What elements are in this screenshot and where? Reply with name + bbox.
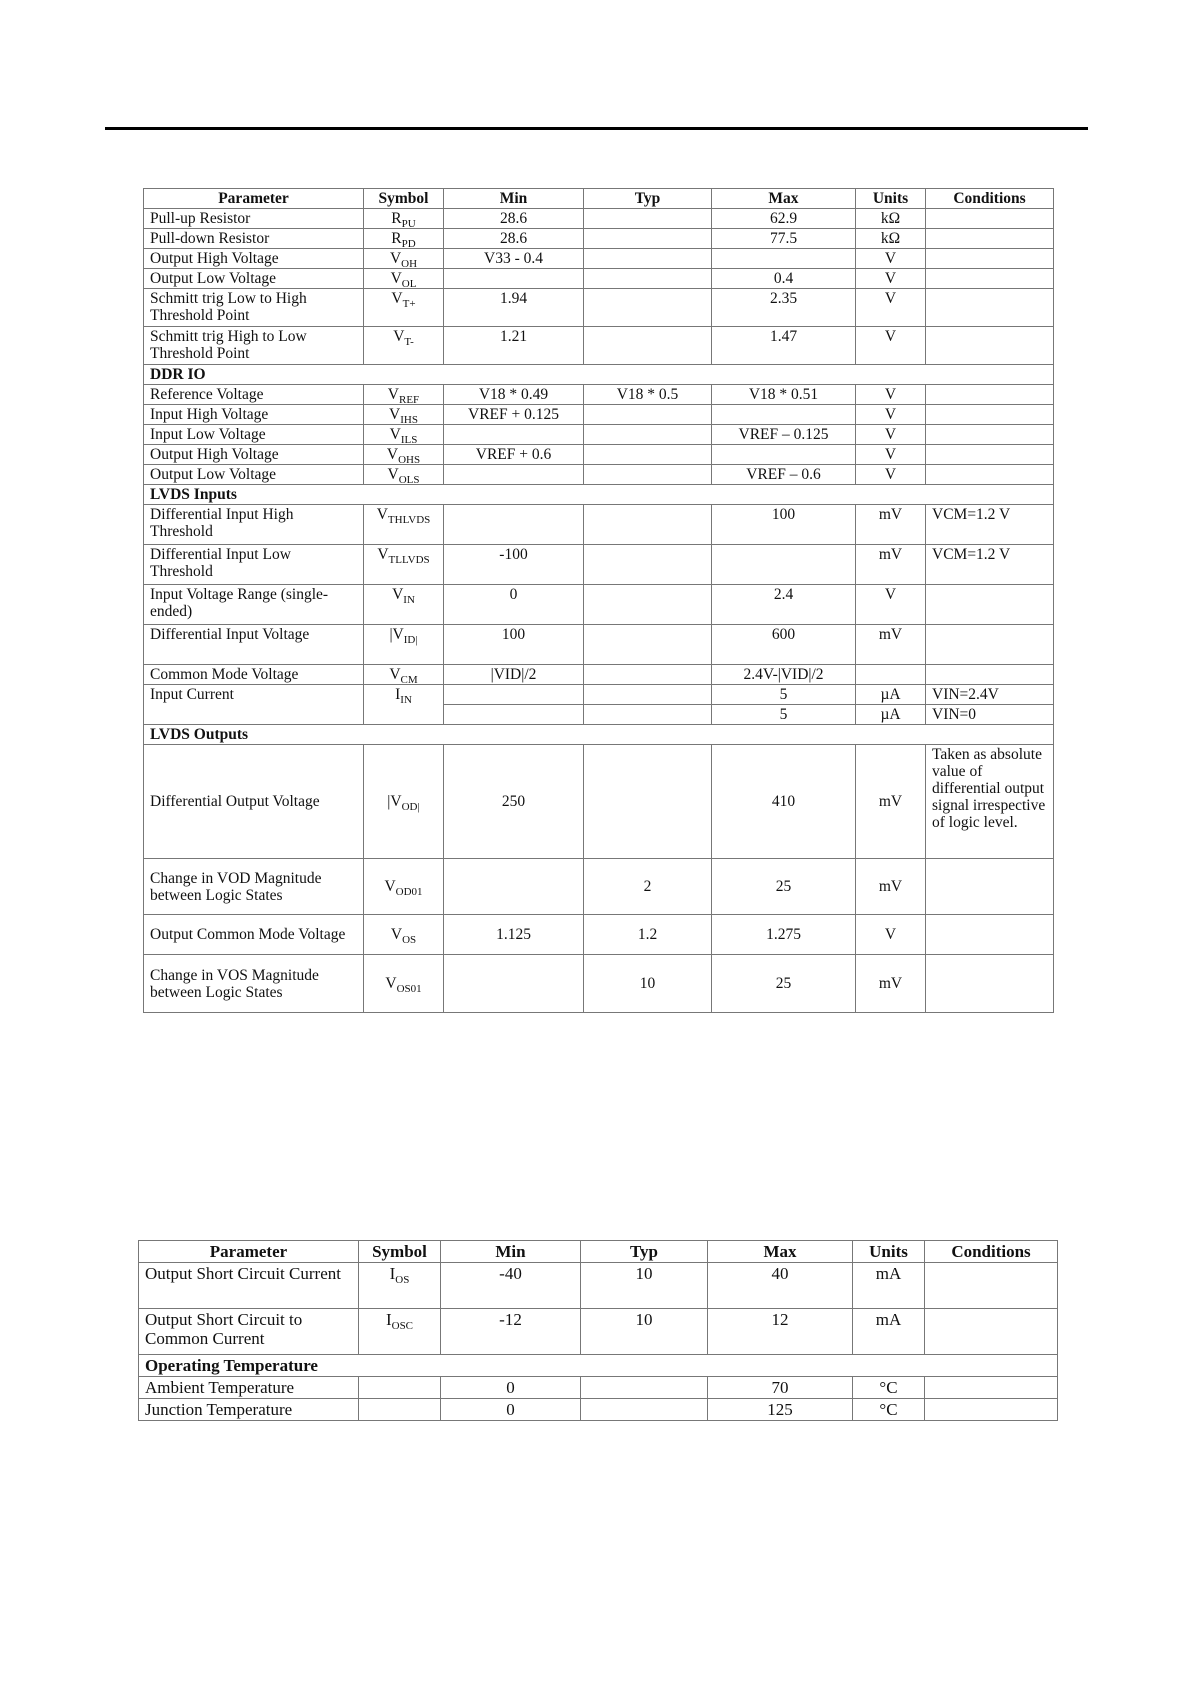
cell-min: 0 [441,1399,581,1421]
symbol-subscript: ILS [400,434,418,446]
cell-symbol [364,505,444,545]
cell-typ [584,745,712,859]
cell-parameter: Schmitt trig High to Low Threshold Point [144,327,364,365]
table-row [144,585,1054,625]
cell-units: V [856,915,926,955]
cell-parameter: Differential Input High Threshold [144,505,364,545]
cell-typ [584,445,712,465]
table-row [144,249,1054,269]
symbol-subscript: T- [404,336,414,348]
symbol-subscript: OS [395,1274,410,1286]
cell-conditions: Taken as absolute value of differential output signal irrespective of logic level. [926,745,1054,859]
cell-max: 0.4 [712,269,856,289]
col-header-symbol: Symbol [364,189,444,209]
lvds-inputs-section [144,505,1054,685]
cell-typ [584,425,712,445]
cell-parameter: Input Voltage Range (single-ended) [144,585,364,625]
cell-parameter: Differential Input Low Threshold [144,545,364,585]
col-header-max: Max [712,189,856,209]
electrical-characteristics-table [143,188,1054,1013]
cell-min: 28.6 [444,209,584,229]
general-section [144,209,1054,365]
cell-conditions [926,249,1054,269]
cell-min: V18 * 0.49 [444,385,584,405]
symbol-base: V [385,975,397,992]
symbol-subscript: IN [403,594,415,606]
cell-symbol [364,665,444,685]
lvds-outputs-section [144,745,1054,1013]
symbol-base: V [376,506,388,523]
cell-units: V [856,327,926,365]
cell-symbol [364,229,444,249]
table-row [144,745,1054,859]
cell-min: 0 [441,1377,581,1399]
cell-conditions [926,327,1054,365]
cell-max: 70 [708,1377,853,1399]
cell-max: VREF – 0.6 [712,465,856,485]
cell-min: 1.125 [444,915,584,955]
cell-conditions [925,1399,1058,1421]
cell-max: 12 [708,1309,853,1355]
cell-parameter: Output High Voltage [144,249,364,269]
cell-symbol [364,859,444,915]
cell-symbol [359,1399,441,1421]
short-circuit-section [139,1263,1058,1355]
col-header-min: Min [444,189,584,209]
table-row [144,445,1054,465]
cell-units: °C [853,1399,925,1421]
table-row [144,405,1054,425]
symbol-base: V [387,386,399,403]
col-header-units: Units [856,189,926,209]
cell-symbol [359,1309,441,1355]
symbol-subscript: OSC [391,1320,414,1332]
cell-units [856,665,926,685]
cell-max [712,545,856,585]
symbol-base: V [389,406,401,423]
cell-max: 2.4 [712,585,856,625]
cell-max: 2.35 [712,289,856,327]
symbol-subscript: IN [400,694,412,706]
symbol-subscript: OH [401,258,418,270]
cell-max [712,405,856,425]
cell-conditions [926,445,1054,465]
cell-symbol [364,685,444,725]
cell-symbol [364,289,444,327]
symbol-subscript: OD01 [395,886,423,898]
symbol-subscript: OS [402,934,417,946]
cell-max: 1.47 [712,327,856,365]
cell-conditions [926,859,1054,915]
section-title-operating-temperature: Operating Temperature [139,1355,1058,1377]
cell-parameter: Input High Voltage [144,405,364,425]
cell-parameter: Pull-down Resistor [144,229,364,249]
cell-typ [581,1399,708,1421]
cell-conditions [926,625,1054,665]
cell-units: kΩ [856,229,926,249]
cell-max: 600 [712,625,856,665]
cell-units: V [856,289,926,327]
cell-max: 25 [712,955,856,1013]
symbol-base: V [389,426,401,443]
col-header-typ: Typ [584,189,712,209]
cell-min [444,465,584,485]
cell-parameter: Output Low Voltage [144,465,364,485]
cell-max: 40 [708,1263,853,1309]
table-row [144,955,1054,1013]
cell-typ [584,545,712,585]
cell-max: 5 [712,685,856,705]
cell-typ: 10 [581,1309,708,1355]
cell-min: 0 [444,585,584,625]
cell-symbol [364,385,444,405]
cell-max: 125 [708,1399,853,1421]
symbol-base: I [395,686,401,703]
cell-typ: 10 [581,1263,708,1309]
symbol-base: V [389,666,401,683]
cell-max: 2.4V-|VID|/2 [712,665,856,685]
cell-units: µA [856,705,926,725]
cell-conditions [926,425,1054,445]
cell-symbol [359,1377,441,1399]
table-row [139,1309,1058,1355]
table-row [144,269,1054,289]
symbol-subscript: CM [400,674,418,686]
cell-min: VREF + 0.125 [444,405,584,425]
cell-max: 410 [712,745,856,859]
table-row [139,1399,1058,1421]
symbol-base: |V [387,793,402,810]
cell-max: 100 [712,505,856,545]
col-header-symbol: Symbol [359,1241,441,1263]
col-header-max: Max [708,1241,853,1263]
col-header-min: Min [441,1241,581,1263]
table-row [144,209,1054,229]
cell-typ [584,289,712,327]
cell-symbol [364,445,444,465]
cell-units: °C [853,1377,925,1399]
symbol-subscript: PU [401,218,416,230]
table-row [144,625,1054,665]
table-row [144,915,1054,955]
cell-max: 62.9 [712,209,856,229]
cell-typ [581,1377,708,1399]
cell-min: -100 [444,545,584,585]
cell-typ: V18 * 0.5 [584,385,712,405]
cell-conditions [926,665,1054,685]
cell-units: V [856,405,926,425]
symbol-subscript: THLVDS [387,514,431,526]
cell-max [712,249,856,269]
col-header-units: Units [853,1241,925,1263]
cell-typ: 1.2 [584,915,712,955]
cell-max: 1.275 [712,915,856,955]
cell-symbol [364,425,444,445]
cell-parameter: Input Current [144,685,364,725]
cell-conditions [926,585,1054,625]
cell-typ [584,505,712,545]
header-rule [105,127,1088,130]
cell-min: 100 [444,625,584,665]
cell-max: 77.5 [712,229,856,249]
cell-symbol [364,955,444,1013]
symbol-base: R [391,230,402,247]
cell-conditions [926,385,1054,405]
table-row [144,425,1054,445]
cell-min: |VID|/2 [444,665,584,685]
cell-parameter: Output Short Circuit Current [139,1263,359,1309]
cell-units: V [856,269,926,289]
table-row [139,1263,1058,1309]
cell-min: 28.6 [444,229,584,249]
cell-min [444,955,584,1013]
symbol-subscript: ID| [403,634,418,646]
cell-conditions [925,1309,1058,1355]
cell-parameter: Reference Voltage [144,385,364,405]
cell-conditions: VIN=2.4V [926,685,1054,705]
cell-units: mV [856,625,926,665]
table-row [144,685,1054,705]
cell-parameter: Output Common Mode Voltage [144,915,364,955]
symbol-base: V [377,546,389,563]
col-header-typ: Typ [581,1241,708,1263]
cell-symbol [364,405,444,425]
symbol-subscript: OD| [401,801,420,813]
symbol-base: V [390,926,403,943]
cell-parameter: Change in VOS Magnitude between Logic States [144,955,364,1013]
cell-symbol [364,249,444,269]
cell-parameter: Change in VOD Magnitude between Logic States [144,859,364,915]
symbol-base: I [385,1310,392,1329]
cell-parameter: Ambient Temperature [139,1377,359,1399]
cell-conditions [926,405,1054,425]
cell-conditions [926,209,1054,229]
symbol-subscript: OHS [398,454,421,466]
cell-min: 1.94 [444,289,584,327]
cell-min [444,859,584,915]
cell-min [444,705,584,725]
cell-symbol [359,1263,441,1309]
table-row [144,859,1054,915]
cell-min: -40 [441,1263,581,1309]
symbol-subscript: OS01 [396,983,422,995]
cell-typ: 10 [584,955,712,1013]
cell-parameter: Input Low Voltage [144,425,364,445]
cell-min [444,425,584,445]
cell-units: kΩ [856,209,926,229]
table-header-row [144,189,1054,209]
cell-typ [584,585,712,625]
cell-max: V18 * 0.51 [712,385,856,405]
cell-units: mV [856,745,926,859]
col-header-conditions: Conditions [926,189,1054,209]
cell-conditions [926,915,1054,955]
cell-parameter: Differential Output Voltage [144,745,364,859]
cell-conditions [926,229,1054,249]
cell-parameter: Pull-up Resistor [144,209,364,229]
cell-units: mV [856,955,926,1013]
cell-typ: 2 [584,859,712,915]
table-row [144,327,1054,365]
table-row [144,505,1054,545]
symbol-base: V [387,466,399,483]
cell-conditions: VIN=0 [926,705,1054,725]
col-header-conditions: Conditions [925,1241,1058,1263]
cell-parameter: Differential Input Voltage [144,625,364,665]
symbol-base: V [393,328,405,345]
symbol-base: V [389,250,402,267]
cell-symbol [364,269,444,289]
cell-parameter: Output Short Circuit to Common Current [139,1309,359,1355]
table-row [144,665,1054,685]
cell-symbol [364,585,444,625]
cell-units: V [856,425,926,445]
cell-conditions: VCM=1.2 V [926,545,1054,585]
symbol-base: |V [389,626,404,643]
cell-units: mA [853,1309,925,1355]
cell-units: V [856,385,926,405]
cell-conditions [925,1377,1058,1399]
cell-min [444,685,584,705]
cell-symbol [364,327,444,365]
symbol-subscript: T+ [402,298,416,310]
cell-conditions [926,289,1054,327]
section-title-lvds-inputs: LVDS Inputs [144,485,1054,505]
table-row [144,289,1054,327]
cell-min [444,269,584,289]
symbol-base: V [392,586,404,603]
cell-symbol [364,209,444,229]
cell-units: mV [856,545,926,585]
section-title-lvds-outputs: LVDS Outputs [144,725,1054,745]
cell-min: 1.21 [444,327,584,365]
cell-min: VREF + 0.6 [444,445,584,465]
cell-min: V33 - 0.4 [444,249,584,269]
table-row [144,545,1054,585]
symbol-subscript: IHS [400,414,418,426]
cell-units: mV [856,859,926,915]
cell-units: V [856,445,926,465]
cell-parameter: Schmitt trig Low to High Threshold Point [144,289,364,327]
cell-parameter: Common Mode Voltage [144,665,364,685]
symbol-base: I [389,1264,396,1283]
operating-temperature-section [139,1377,1058,1421]
symbol-base: V [391,290,403,307]
cell-conditions [926,955,1054,1013]
cell-max [712,445,856,465]
table-row [144,465,1054,485]
symbol-subscript: PD [401,238,416,250]
cell-parameter: Junction Temperature [139,1399,359,1421]
ddr-section [144,385,1054,485]
cell-symbol [364,465,444,485]
cell-symbol [364,625,444,665]
col-header-parameter: Parameter [144,189,364,209]
cell-typ [584,625,712,665]
cell-typ [584,209,712,229]
table-row [144,229,1054,249]
symbol-base: V [390,270,402,287]
cell-parameter: Output High Voltage [144,445,364,465]
cell-typ [584,327,712,365]
cell-units: V [856,249,926,269]
cell-conditions [925,1263,1058,1309]
cell-typ [584,249,712,269]
cell-units: µA [856,685,926,705]
cell-max: VREF – 0.125 [712,425,856,445]
cell-symbol [364,545,444,585]
absolute-ratings-table [138,1240,1058,1421]
cell-min: 250 [444,745,584,859]
cell-typ [584,465,712,485]
symbol-subscript: OLS [398,474,420,486]
cell-typ [584,229,712,249]
cell-units: mA [853,1263,925,1309]
cell-conditions [926,465,1054,485]
cell-symbol [364,745,444,859]
table-row [144,385,1054,405]
symbol-base: V [386,446,399,463]
cell-typ [584,405,712,425]
cell-min [444,505,584,545]
cell-typ [584,705,712,725]
cell-units: V [856,465,926,485]
cell-max: 25 [712,859,856,915]
symbol-base: V [384,878,396,895]
cell-symbol [364,915,444,955]
cell-max: 5 [712,705,856,725]
cell-conditions: VCM=1.2 V [926,505,1054,545]
cell-typ [584,269,712,289]
cell-parameter: Output Low Voltage [144,269,364,289]
table-header-row [139,1241,1058,1263]
cell-typ [584,665,712,685]
cell-typ [584,685,712,705]
cell-min: -12 [441,1309,581,1355]
symbol-base: R [391,210,402,227]
section-title-ddr-io: DDR IO [144,365,1054,385]
cell-conditions [926,269,1054,289]
symbol-subscript: TLLVDS [388,554,430,566]
cell-units: mV [856,505,926,545]
symbol-subscript: OL [401,278,417,290]
symbol-subscript: REF [399,394,420,406]
cell-units: V [856,585,926,625]
col-header-parameter: Parameter [139,1241,359,1263]
table-row [139,1377,1058,1399]
